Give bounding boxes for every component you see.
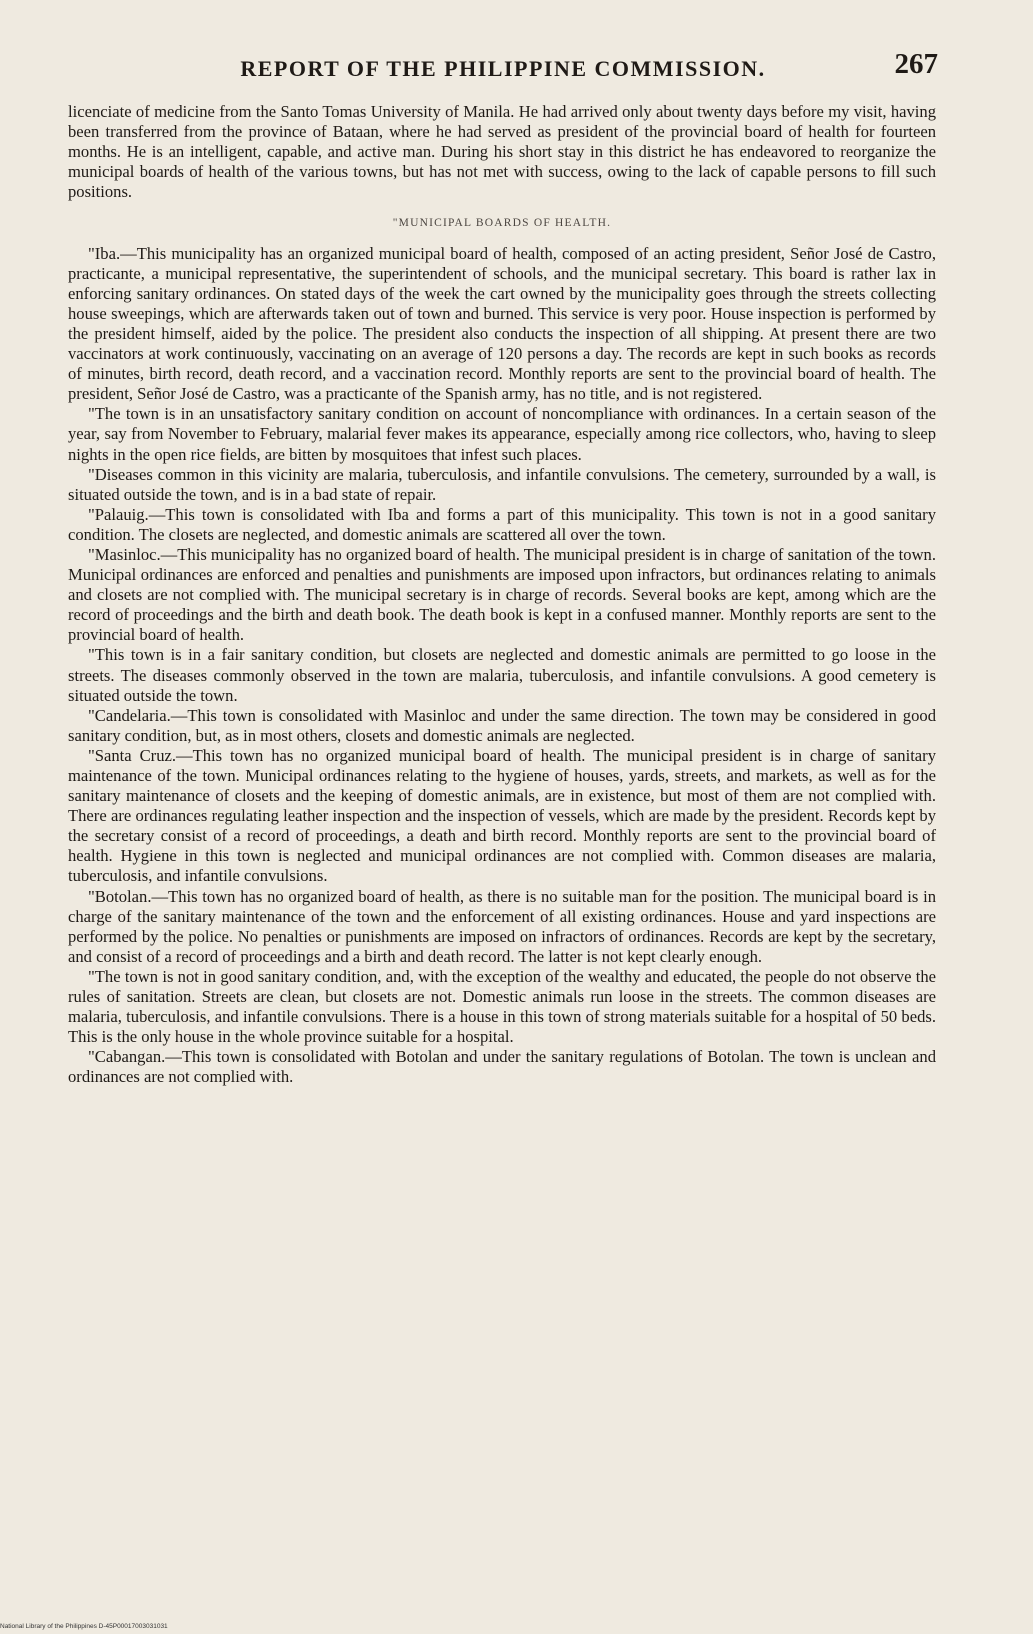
paragraph-continuation: licenciate of medicine from the Santo Tomas University of Manila. He had arrived only about twenty days before my visit, having been transferred from the province of Bataan, where he had served as president of the provincial board of health for fourteen months. He is an intelligent, capable, and active man. During his short stay in this district he has endeavored to reorganize the municipal boards of health of the various towns, but has not met with success, owing to the lack of capable persons to fill such positions. [68,102,936,202]
paragraph-candelaria: "Candelaria.—This town is consolidated with Masinloc and under the same direction. The town may be considered in good sanitary condition, but, as in most others, closets and domestic animals are neglected. [68,705,936,745]
page-number: 267 [894,48,938,80]
page-header [68,48,938,88]
paragraph-santa-cruz: "Santa Cruz.—This town has no organized municipal board of health. The municipal president is in charge of sanitary maintenance of the town. Municipal ordinances relating to the hygiene of houses, yards, streets, and markets, as well as for the sanitary maintenance of closets and the keeping of domestic animals, are in existence, but most of them are not complied with. There are ordinances regulating leather inspection and the inspection of vessels, which are made by the president. Records kept by the secretary consist of a record of proceedings, a death and birth record. Monthly reports are sent to the provincial board of health. Hygiene in this town is neglected and municipal ordinances are not complied with. Common diseases are malaria, tuberculosis, and infantile convulsions. [68,745,936,886]
paragraph-iba-diseases: "Diseases common in this vicinity are malaria, tuberculosis, and infantile convulsions. The cemetery, surrounded by a wall, is situated outside the town, and is in a bad state of repair. [68,464,936,504]
paragraph-iba: "Iba.—This municipality has an organized municipal board of health, composed of an acting president, Señor José de Castro, practicante, a municipal representative, the superintendent of schools, and the municipal secretary. This board is rather lax in enforcing sanitary ordinances. On stated days of the week the cart owned by the municipality goes through the streets collecting house sweepings, which are afterwards taken out of town and burned. This service is very poor. House inspection is performed by the president himself, aided by the police. The president also conducts the inspection of all shipping. At present there are two vaccinators at work continuously, vaccinating on an average of 120 persons a day. The records are kept in such books as records of minutes, birth record, death record, and a vaccination record. Monthly reports are sent to the provincial board of health. The president, Señor José de Castro, was a practicante of the Spanish army, has no title, and is not registered. [68,243,936,404]
paragraph-botolan-condition: "The town is not in good sanitary condition, and, with the exception of the wealthy and educated, the people do not observe the rules of sanitation. Streets are clean, but closets are not. Domestic animals run loose in the streets. The common diseases are malaria, tuberculosis, and infantile convulsions. There is a house in this town of strong materials suitable for a hospital of 50 beds. This is the only house in the whole province suitable for a hospital. [68,966,936,1047]
scan-credit: National Library of the Philippines D-45P00017003031031 [0,1623,168,1630]
section-heading: "MUNICIPAL BOARDS OF HEALTH. [392,217,612,230]
paragraph-iba-condition: "The town is in an unsatisfactory sanitary condition on account of noncompliance with ordinances. In a certain season of the year, say from November to February, malarial fever makes its appearance, especially among rice collectors, who, having to sleep nights in the open rice fields, are bitten by mosquitoes that infest such places. [68,404,936,464]
running-head: REPORT OF THE PHILIPPINE COMMISSION. [240,56,766,81]
paragraph-cabangan: "Cabangan.—This town is consolidated with Botolan and under the sanitary regulations of Botolan. The town is unclean and ordinances are not complied with. [68,1047,936,1087]
body-text [68,102,936,1088]
paragraph-botolan: "Botolan.—This town has no organized board of health, as there is no suitable man for the position. The municipal board is in charge of the sanitary maintenance of the town and the enforcement of all existing ordinances. House and yard inspections are performed by the police. No penalties or punishments are imposed on infractors of ordinances. Records are kept by the secretary, and consist of a record of proceedings and a birth and death record. The latter is not kept clearly enough. [68,886,936,966]
paragraph-palauig: "Palauig.—This town is consolidated with Iba and forms a part of this municipality. This town is not in a good sanitary condition. The closets are neglected, and domestic animals are scattered all over the town. [68,504,936,544]
paragraph-masinloc-condition: "This town is in a fair sanitary condition, but closets are neglected and domestic animals are permitted to go loose in the streets. The diseases commonly observed in the town are malaria, tuberculosis, and infantile convulsions. A good cemetery is situated outside the town. [68,645,936,705]
paragraph-masinloc: "Masinloc.—This municipality has no organized board of health. The municipal president is in charge of sanitation of the town. Municipal ordinances are enforced and penalties and punishments are imposed upon infractors, but ordinances relating to animals and closets are not complied with. The municipal secretary is in charge of records. Several books are kept, among which are the record of proceedings and the birth and death book. The death book is kept in a confused manner. Monthly reports are sent to the provincial board of health. [68,544,936,645]
